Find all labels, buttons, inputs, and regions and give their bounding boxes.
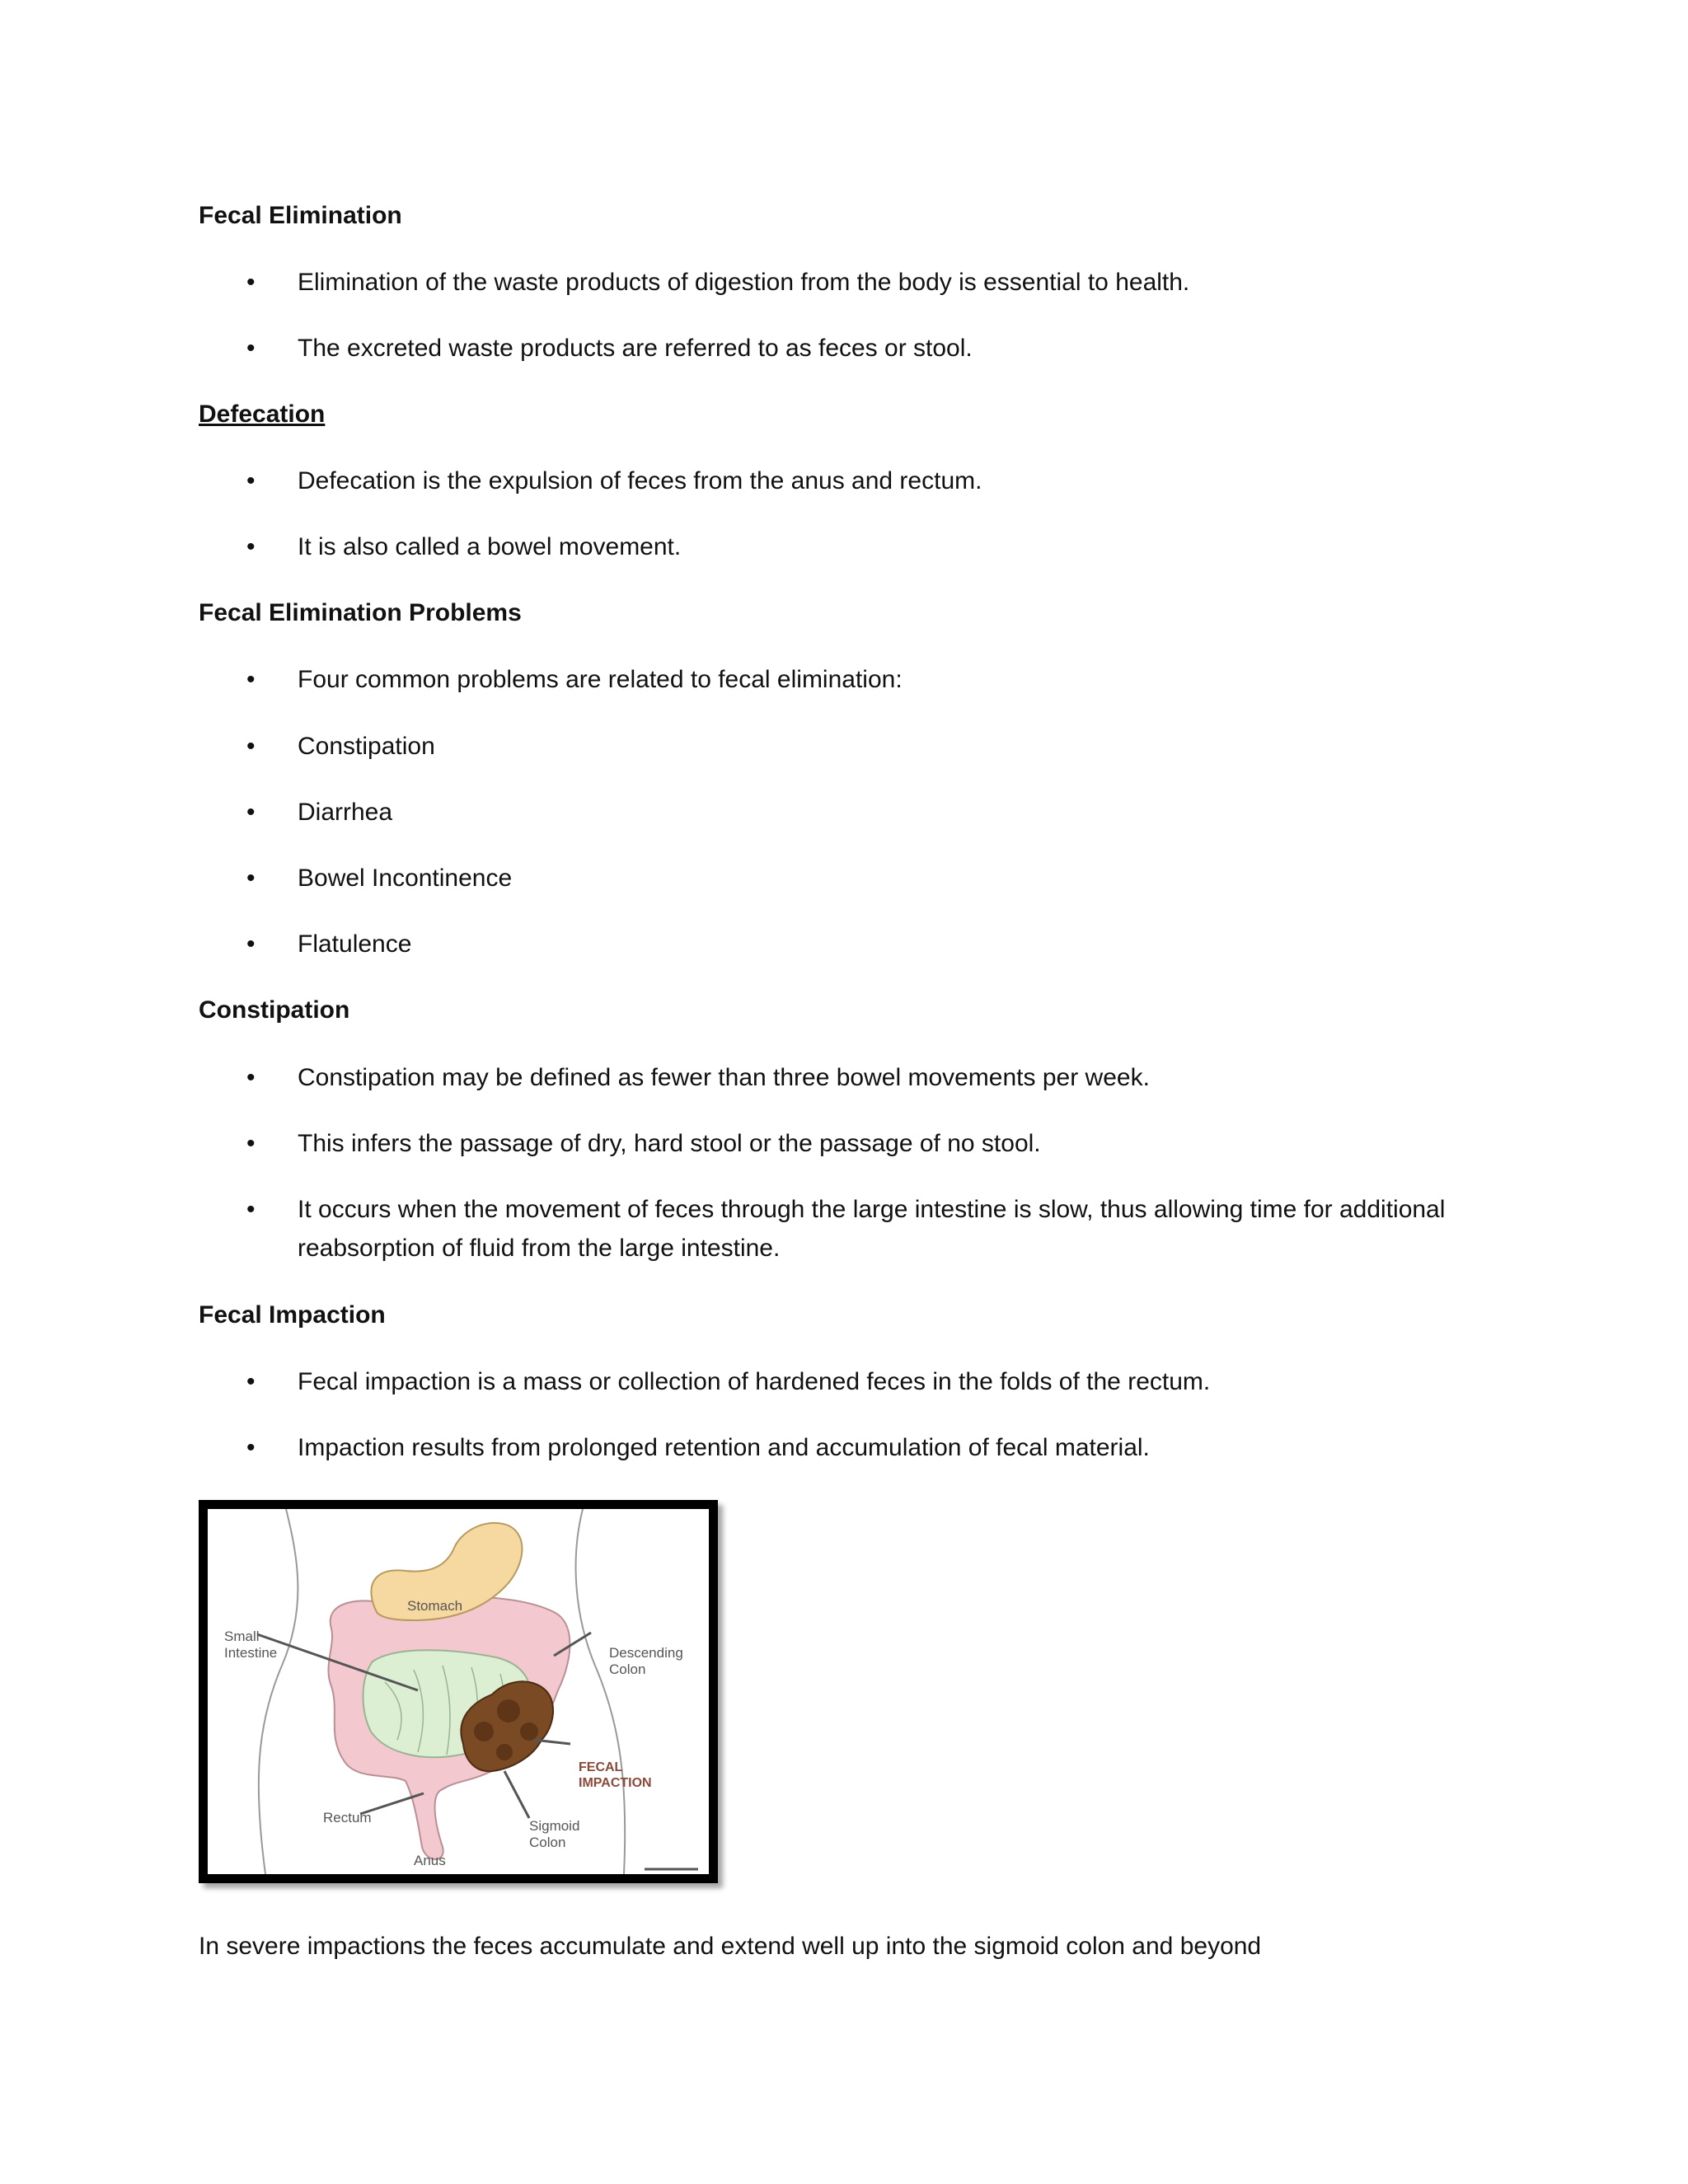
feces-lump [497,1699,520,1722]
label-stomach: Stomach [407,1598,463,1614]
label-small-intestine: Intestine [224,1645,278,1661]
label-descending-colon: Colon [609,1661,646,1677]
bullet-icon: • [246,1130,256,1157]
list-item [199,1058,1484,1097]
label-rectum: Rectum [323,1810,372,1825]
bullet-text: The excreted waste products are referred to as feces or stool. [298,335,973,362]
bullet-icon: • [246,533,256,560]
bullet-icon: • [246,1064,256,1091]
bullet-icon: • [246,269,256,296]
label-fecal-impaction: FECAL [579,1760,623,1774]
list-item [199,727,1484,766]
list-item [199,462,1484,500]
bullet-text: It occurs when the movement of feces through the large intestine is slow, thus allowing time for additional reabsorption of fluid from the large intestine. [298,1196,1446,1262]
list-item [199,859,1484,898]
heading-defecation: Defecation [199,401,326,428]
bullet-text: Defecation is the expulsion of feces from the anus and rectum. [298,467,982,494]
bullet-text: Fecal impaction is a mass or collection of hardened feces in the folds of the rectum. [298,1368,1211,1395]
fecal-impaction-diagram [199,1500,718,1883]
bullet-icon: • [246,865,256,892]
list-item [199,793,1484,832]
bullet-icon: • [246,1434,256,1461]
list-item [199,1428,1484,1467]
label-small-intestine: Small [224,1629,260,1644]
bullet-icon: • [246,467,256,494]
label-anus: Anus [414,1853,446,1868]
list-item [199,329,1484,368]
list-item [199,925,1484,963]
body-outline-right [576,1509,626,1874]
feces-lump [496,1744,513,1760]
bullet-icon: • [246,799,256,826]
list-item [199,263,1484,302]
bullet-text: Constipation may be defined as fewer than three bowel movements per week. [298,1064,1150,1091]
bullet-icon: • [246,733,256,760]
bullet-icon: • [246,335,256,362]
heading-fecal-elimination: Fecal Elimination [199,202,402,229]
label-descending-colon: Descending [609,1645,683,1661]
label-sigmoid-colon: Sigmoid [529,1818,580,1834]
list-item [199,527,1484,566]
bullet-text: Impaction results from prolonged retention and accumulation of fecal material. [298,1434,1150,1461]
list-item [199,1362,1484,1401]
bullet-text: Diarrhea [298,799,393,826]
feces-lump [474,1722,494,1741]
label-sigmoid-colon: Colon [529,1835,566,1850]
bullet-text: This infers the passage of dry, hard stool or the passage of no stool. [298,1130,1041,1157]
bullet-icon: • [246,1196,256,1223]
bullet-icon: • [246,666,256,693]
bullet-text: Elimination of the waste products of digestion from the body is essential to health. [298,269,1190,296]
bullet-icon: • [246,930,256,958]
list-item [199,660,1484,699]
bullet-text: It is also called a bowel movement. [298,533,682,560]
closing-paragraph: In severe impactions the feces accumulate and extend well up into the sigmoid colon and beyond [199,1933,1262,1960]
list-item [199,1190,1484,1268]
heading-fecal-impaction: Fecal Impaction [199,1301,386,1329]
bullet-text: Bowel Incontinence [298,865,513,892]
sigmoid-colon-leader [504,1771,529,1818]
list-item [199,1124,1484,1163]
bullet-text: Flatulence [298,930,412,958]
heading-fecal-elimination-problems: Fecal Elimination Problems [199,599,522,626]
heading-constipation: Constipation [199,996,350,1024]
bullet-text: Four common problems are related to fecal elimination: [298,666,903,693]
label-fecal-impaction: IMPACTION [579,1776,652,1790]
bullet-text: Constipation [298,733,435,760]
body-outline-left [259,1509,298,1874]
bullet-icon: • [246,1368,256,1395]
feces-lump [520,1722,538,1741]
anatomy-illustration [208,1509,709,1874]
